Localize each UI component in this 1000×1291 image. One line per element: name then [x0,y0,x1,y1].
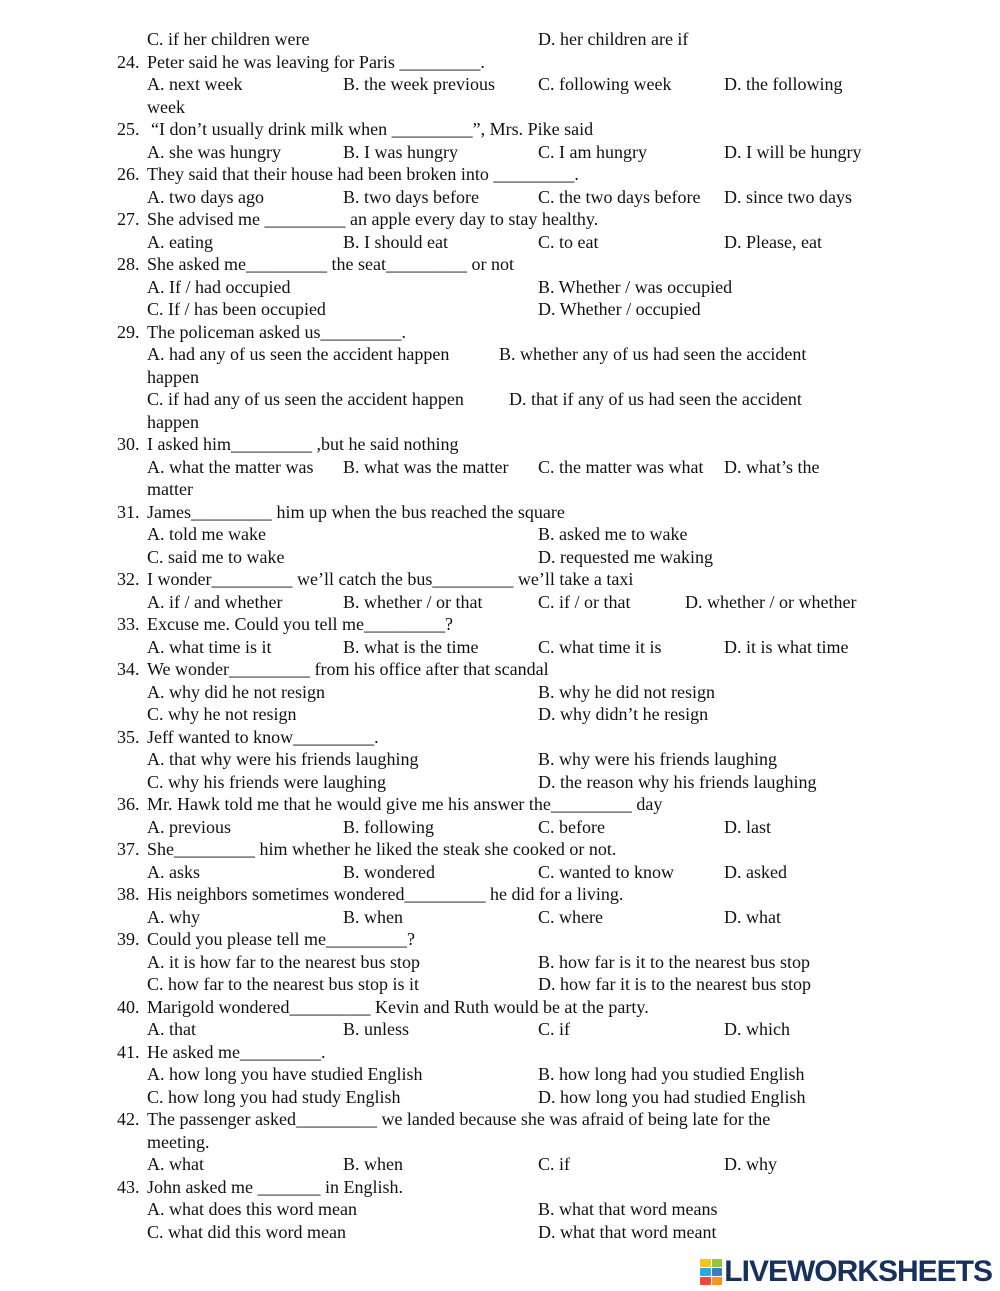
q38-option-d: D. what [724,906,781,927]
q29-stem [0,321,1000,344]
q40-option-d: D. which [724,1019,790,1039]
q25-option-a: A. she was hungry [147,141,281,162]
q40-option-c: C. if [538,1019,571,1039]
q38-number: 38. [117,884,140,904]
q34-option-a: A. why did he not resign [147,681,325,702]
q32-option-b: B. whether / or that [343,591,483,612]
q41-option-c: C. how long you had study English [147,1086,401,1107]
q38-option-a: A. why [147,906,200,927]
q36-option-c: C. before [538,816,605,837]
q26-options-row [0,186,1000,209]
q28-option-c: C. If / has been occupied [147,299,326,319]
q30-option-d-continuation: matter [147,479,193,499]
q24-option-a: A. next week [147,74,243,94]
q39-option-c: C. how far to the nearest bus stop is it [147,974,419,994]
q30-options-row [0,456,1000,479]
q32-option-a: A. if / and whether [147,591,283,612]
q33-option-c: C. what time it is [538,636,662,657]
q30-option-d: D. what’s the [724,456,820,477]
q43-options-row-ab [0,1198,1000,1221]
q25-text: “I don’t usually drink milk when _________”, Mrs. Pike said [151,119,594,139]
q42-stem-continuation-row [0,1131,1000,1154]
q27-option-b: B. I should eat [343,231,448,252]
q33-option-a: A. what time is it [147,636,272,657]
q40-text: Marigold wondered_________ Kevin and Ruth would be at the party. [147,996,649,1017]
q24-option-c: C. following week [538,74,672,94]
q31-text: James_________ him up when the bus reached the square [147,501,565,522]
q28-text: She asked me_________ the seat_________ or not [147,254,514,274]
q43-option-d: D. what that word meant [538,1221,717,1242]
logo-icon-square [712,1277,723,1285]
q42-options-row [0,1153,1000,1176]
q36-number: 36. [117,794,140,814]
q27-option-a: A. eating [147,231,213,252]
q30-text: I asked him_________ ,but he said nothing [147,434,459,454]
q38-option-c: C. where [538,906,603,927]
q26-option-d: D. since two days [724,186,852,207]
q42-number: 42. [117,1109,140,1129]
liveworksheets-logo-text: LIVEWORKSHEETS [724,1255,992,1288]
q41-text: He asked me_________. [147,1041,326,1062]
q35-option-a: A. that why were his friends laughing [147,749,419,769]
q31-option-d: D. requested me waking [538,546,713,567]
q30-option-d-continuation-row [0,478,1000,501]
q35-number: 35. [117,726,140,747]
logo-icon-square [700,1268,711,1276]
q34-stem [0,658,1000,681]
q24-options-row [0,73,1000,96]
logo-icon-square [700,1277,711,1285]
q23-option-d: D. her children are if [538,29,689,49]
q28-stem [0,253,1000,276]
q33-text: Excuse me. Could you tell me_________? [147,614,453,634]
q41-number: 41. [117,1041,140,1062]
q29-options-row-cd [0,388,1000,411]
liveworksheets-logo [700,1256,992,1287]
q35-options-row-ab [0,748,1000,771]
q34-number: 34. [117,659,140,679]
q39-option-a: A. it is how far to the nearest bus stop [147,951,420,972]
q35-options-row-cd [0,771,1000,794]
q29-text: The policeman asked us_________. [147,321,406,342]
q27-options-row [0,231,1000,254]
q39-text: Could you please tell me_________? [147,929,415,949]
q29-option-d-continuation-row [0,411,1000,434]
q29-option-a: A. had any of us seen the accident happen [147,344,450,364]
q37-option-a: A. asks [147,861,200,882]
q27-stem [0,208,1000,231]
q26-number: 26. [117,164,140,184]
q25-option-b: B. I was hungry [343,141,458,162]
q33-option-b: B. what is the time [343,636,479,657]
q37-option-b: B. wondered [343,861,435,882]
q31-option-c: C. said me to wake [147,546,285,567]
q36-options-row [0,816,1000,839]
q36-option-b: B. following [343,816,435,837]
q26-option-c: C. the two days before [538,186,701,207]
q32-stem [0,568,1000,591]
q24-text: Peter said he was leaving for Paris _________. [147,51,485,72]
q38-stem [0,883,1000,906]
q29-option-c: C. if had any of us seen the accident happen [147,389,464,409]
q28-option-a: A. If / had occupied [147,276,291,297]
q30-number: 30. [117,434,140,454]
q38-text: His neighbors sometimes wondered_________ he did for a living. [147,884,624,904]
q37-option-d: D. asked [724,861,787,882]
q35-option-c: C. why his friends were laughing [147,771,386,792]
q30-option-c: C. the matter was what [538,456,704,477]
q29-option-d: D. that if any of us had seen the accident [509,389,802,409]
q25-stem [0,118,1000,141]
q43-option-b: B. what that word means [538,1199,718,1219]
q24-number: 24. [117,51,140,72]
q23-options-row-cd [0,28,1000,51]
logo-icon-square [712,1259,723,1267]
q34-option-d: D. why didn’t he resign [538,704,709,724]
q41-options-row-cd [0,1086,1000,1109]
q34-text: We wonder_________ from his office after that scandal [147,659,549,679]
q31-options-row-ab [0,523,1000,546]
q24-option-d-continuation-row [0,96,1000,119]
q32-option-c: C. if / or that [538,591,631,612]
q42-text: The passenger asked_________ we landed because she was afraid of being late for the [147,1109,771,1129]
q24-stem [0,51,1000,74]
q35-text: Jeff wanted to know_________. [147,726,379,747]
q28-options-row-ab [0,276,1000,299]
q40-option-a: A. that [147,1019,196,1039]
q34-options-row-cd [0,703,1000,726]
q33-stem [0,613,1000,636]
q35-stem [0,726,1000,749]
q35-option-d: D. the reason why his friends laughing [538,771,817,792]
q27-text: She advised me _________ an apple every day to stay healthy. [147,209,599,229]
q29-number: 29. [117,321,140,342]
q36-stem [0,793,1000,816]
q25-number: 25. [117,119,140,139]
q37-number: 37. [117,839,140,859]
q34-option-b: B. why he did not resign [538,681,715,702]
q43-number: 43. [117,1176,140,1197]
q38-options-row [0,906,1000,929]
q42-option-c: C. if [538,1154,571,1174]
q24-option-d: D. the following [724,74,843,94]
q31-stem [0,501,1000,524]
q41-option-d: D. how long you had studied English [538,1086,806,1107]
liveworksheets-logo-icon [700,1259,722,1285]
q34-options-row-ab [0,681,1000,704]
q25-options-row [0,141,1000,164]
q26-option-a: A. two days ago [147,186,264,207]
q43-option-c: C. what did this word mean [147,1221,346,1242]
q28-option-d: D. Whether / occupied [538,299,701,319]
q31-options-row-cd [0,546,1000,569]
q40-options-row [0,1018,1000,1041]
q32-number: 32. [117,569,140,589]
q28-option-b: B. Whether / was occupied [538,276,733,297]
q29-options-row-ab [0,343,1000,366]
logo-icon-square [712,1268,723,1276]
logo-icon-square [700,1259,711,1267]
q41-option-b: B. how long had you studied English [538,1064,805,1084]
q25-option-c: C. I am hungry [538,141,647,162]
q33-options-row [0,636,1000,659]
q42-stem [0,1108,1000,1131]
q24-option-d-continuation: week [147,96,185,117]
q42-option-b: B. when [343,1154,403,1174]
q30-stem [0,433,1000,456]
q31-number: 31. [117,501,140,522]
q33-number: 33. [117,614,140,634]
q30-option-a: A. what the matter was [147,456,314,477]
q27-option-d: D. Please, eat [724,231,822,252]
q36-option-a: A. previous [147,816,231,837]
q26-option-b: B. two days before [343,186,479,207]
q41-options-row-ab [0,1063,1000,1086]
q40-number: 40. [117,996,140,1017]
q28-number: 28. [117,254,140,274]
q37-stem [0,838,1000,861]
q26-text: They said that their house had been broken into _________. [147,164,579,184]
q39-number: 39. [117,929,140,949]
question-list [0,28,1000,1243]
q43-stem [0,1176,1000,1199]
q43-options-row-cd [0,1221,1000,1244]
q26-stem [0,163,1000,186]
q37-option-c: C. wanted to know [538,861,674,882]
q43-text: John asked me _______ in English. [147,1176,403,1197]
q41-option-a: A. how long you have studied English [147,1064,423,1084]
q33-option-d: D. it is what time [724,636,849,657]
q35-option-b: B. why were his friends laughing [538,749,777,769]
q41-stem [0,1041,1000,1064]
q38-option-b: B. when [343,906,403,927]
q39-options-row-cd [0,973,1000,996]
q36-text: Mr. Hawk told me that he would give me his answer the_________ day [147,794,663,814]
q40-option-b: B. unless [343,1019,410,1039]
q25-option-d: D. I will be hungry [724,141,862,162]
q32-option-d: D. whether / or whether [685,591,857,612]
q39-stem [0,928,1000,951]
q39-option-b: B. how far is it to the nearest bus stop [538,951,810,972]
q27-number: 27. [117,209,140,229]
q37-text: She_________ him whether he liked the steak she cooked or not. [147,839,617,859]
q37-options-row [0,861,1000,884]
q43-option-a: A. what does this word mean [147,1199,357,1219]
q30-option-b: B. what was the matter [343,456,509,477]
q28-options-row-cd [0,298,1000,321]
q24-option-b: B. the week previous [343,74,495,94]
q31-option-a: A. told me wake [147,524,266,544]
q36-option-d: D. last [724,816,771,837]
q23-option-c: C. if her children were [147,29,310,49]
q34-option-c: C. why he not resign [147,704,297,724]
q39-options-row-ab [0,951,1000,974]
q29-option-b-continuation: happen [147,366,199,387]
q32-options-row [0,591,1000,614]
q31-option-b: B. asked me to wake [538,524,688,544]
q27-option-c: C. to eat [538,231,599,252]
q40-stem [0,996,1000,1019]
q29-option-b-continuation-row [0,366,1000,389]
q29-option-b: B. whether any of us had seen the accident [499,344,807,364]
q42-text-continuation: meeting. [147,1131,210,1152]
q39-option-d: D. how far it is to the nearest bus stop [538,974,811,994]
q42-option-d: D. why [724,1154,777,1174]
q29-option-d-continuation: happen [147,411,199,432]
q32-text: I wonder_________ we’ll catch the bus_________ we’ll take a taxi [147,569,634,589]
q42-option-a: A. what [147,1154,204,1174]
